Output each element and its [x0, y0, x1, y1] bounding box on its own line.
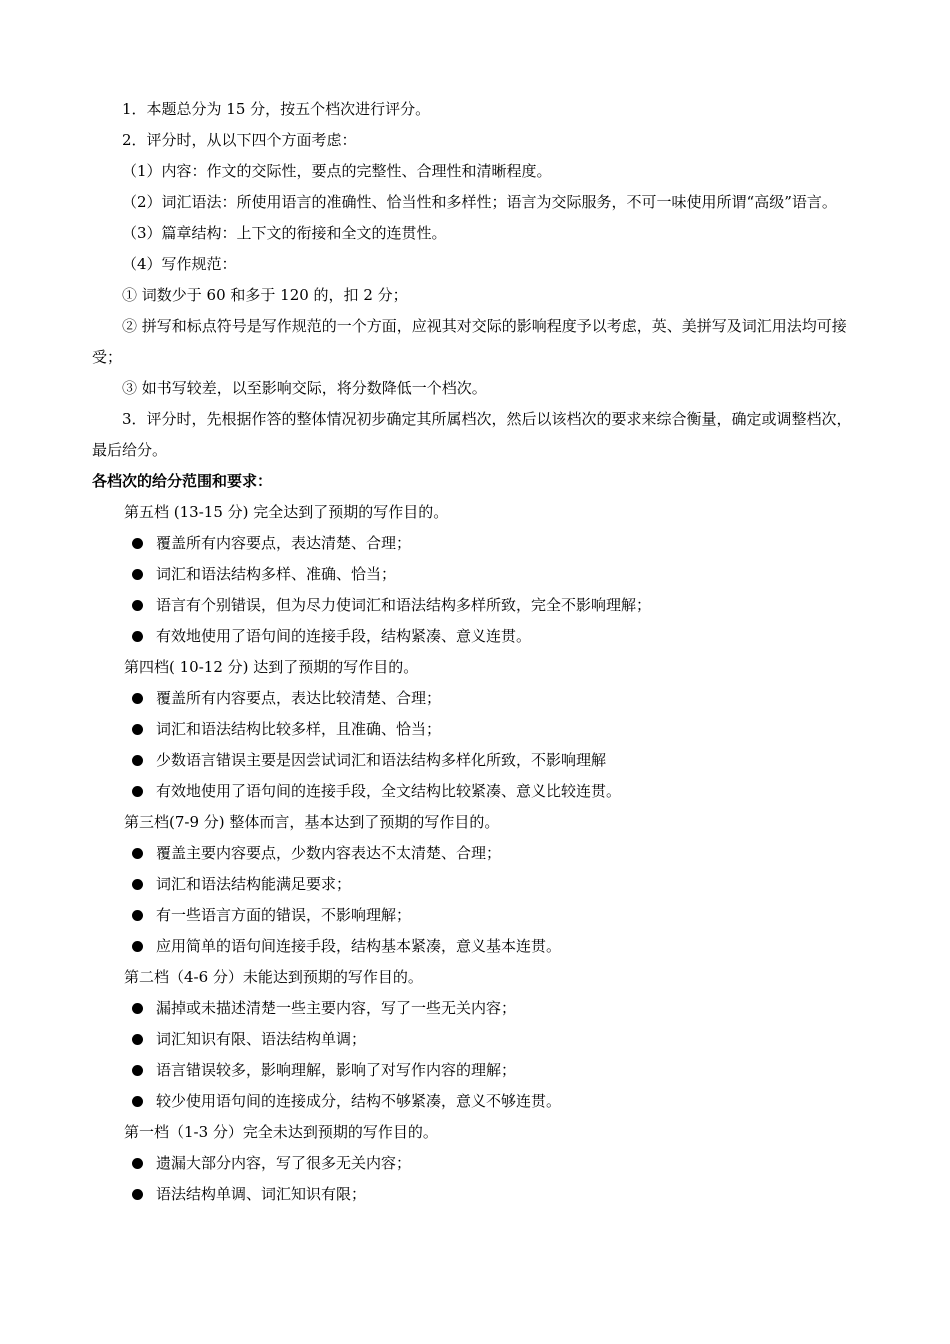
- list-item: [92, 900, 860, 931]
- list-item-text: 遗漏大部分内容，写了很多无关内容；: [156, 1154, 412, 1172]
- criterion-writing-norms: （4）写作规范：: [122, 255, 237, 273]
- list-item: [92, 931, 860, 962]
- list-item: [92, 1148, 860, 1179]
- list-item: [92, 1055, 860, 1086]
- tier-title: 第四档( 10-12 分) 达到了预期的写作目的。: [124, 658, 419, 676]
- bullet-icon: [132, 1034, 143, 1045]
- tier-title: 第三档(7-9 分) 整体而言，基本达到了预期的写作目的。: [124, 813, 500, 831]
- list-item: [92, 590, 860, 621]
- tier-title: 第五档 (13-15 分) 完全达到了预期的写作目的。: [124, 503, 449, 521]
- list-item-text: 覆盖所有内容要点，表达清楚、合理；: [156, 534, 412, 552]
- criterion-content: （1）内容：作文的交际性，要点的完整性、合理性和清晰程度。: [122, 162, 552, 180]
- list-item: [92, 528, 860, 559]
- list-item-text: 有效地使用了语句间的连接手段，结构紧凑、意义连贯。: [156, 627, 532, 645]
- tier-title: 第二档（4-6 分）未能达到预期的写作目的。: [124, 968, 423, 986]
- list-item: [92, 745, 860, 776]
- list-item-text: 语言错误较多，影响理解，影响了对写作内容的理解；: [156, 1061, 517, 1079]
- list-item-text: 应用简单的语句间连接手段，结构基本紧凑，意义基本连贯。: [156, 937, 562, 955]
- list-item: [92, 869, 860, 900]
- bullet-icon: [132, 1096, 143, 1107]
- list-item: [92, 993, 860, 1024]
- list-item: [92, 621, 860, 652]
- list-item-text: 词汇和语法结构比较多样，且准确、恰当；: [156, 720, 442, 738]
- bullet-icon: [132, 1158, 143, 1169]
- bullet-icon: [132, 569, 143, 580]
- list-item-text: 覆盖主要内容要点，少数内容表达不太清楚、合理；: [156, 844, 502, 862]
- list-item: [92, 1024, 860, 1055]
- list-item-text: 漏掉或未描述清楚一些主要内容，写了一些无关内容；: [156, 999, 517, 1017]
- bullet-icon: [132, 848, 143, 859]
- bullet-icon: [132, 755, 143, 766]
- bullet-icon: [132, 693, 143, 704]
- bullet-icon: [132, 1065, 143, 1076]
- bullet-icon: [132, 1189, 143, 1200]
- list-item-text: 较少使用语句间的连接成分，结构不够紧凑，意义不够连贯。: [156, 1092, 562, 1110]
- document-page: [92, 94, 860, 1210]
- rule-3: 3．评分时，先根据作答的整体情况初步确定其所属档次，然后以该档次的要求来综合衡量，确定或调整档次，最后给分。: [92, 410, 852, 459]
- list-item: [92, 559, 860, 590]
- criterion-vocabulary-grammar: （2）词汇语法：所使用语言的准确性、恰当性和多样性；语言为交际服务，不可一味使用所谓“高级”语言。: [122, 193, 837, 211]
- bullet-icon: [132, 786, 143, 797]
- list-item-text: 有效地使用了语句间的连接手段，全文结构比较紧凑、意义比较连贯。: [156, 782, 622, 800]
- list-item: [92, 838, 860, 869]
- list-item: [92, 1179, 860, 1210]
- rule-2: 2．评分时，从以下四个方面考虑：: [122, 131, 357, 149]
- list-item-text: 覆盖所有内容要点，表达比较清楚、合理；: [156, 689, 442, 707]
- bullet-icon: [132, 600, 143, 611]
- rule-1: 1．本题总分为 15 分，按五个档次进行评分。: [122, 100, 431, 118]
- criterion-structure: （3）篇章结构：上下文的衔接和全文的连贯性。: [122, 224, 447, 242]
- list-item-text: 词汇和语法结构多样、准确、恰当；: [156, 565, 397, 583]
- tier-list: [92, 497, 860, 1210]
- bullet-icon: [132, 941, 143, 952]
- norm-handwriting: ③ 如书写较差，以至影响交际，将分数降低一个档次。: [122, 379, 487, 397]
- norm-spelling-punctuation: ② 拼写和标点符号是写作规范的一个方面，应视其对交际的影响程度予以考虑，英、美拼写及词汇用法均可接受；: [92, 317, 847, 366]
- list-item: [92, 776, 860, 807]
- list-item: [92, 714, 860, 745]
- list-item-text: 有一些语言方面的错误，不影响理解；: [156, 906, 412, 924]
- bullet-icon: [132, 1003, 143, 1014]
- list-item: [92, 683, 860, 714]
- section-heading: 各档次的给分范围和要求：: [92, 472, 273, 490]
- bullet-icon: [132, 631, 143, 642]
- list-item-text: 少数语言错误主要是因尝试词汇和语法结构多样化所致，不影响理解: [156, 751, 607, 769]
- list-item-text: 词汇和语法结构能满足要求；: [156, 875, 352, 893]
- list-item-text: 语法结构单调、词汇知识有限；: [156, 1185, 367, 1203]
- bullet-icon: [132, 724, 143, 735]
- list-item-text: 词汇知识有限、语法结构单调；: [156, 1030, 367, 1048]
- bullet-icon: [132, 910, 143, 921]
- bullet-icon: [132, 879, 143, 890]
- norm-word-count: ① 词数少于 60 和多于 120 的，扣 2 分；: [122, 286, 408, 304]
- tier-title: 第一档（1-3 分）完全未达到预期的写作目的。: [124, 1123, 438, 1141]
- list-item-text: 语言有个别错误，但为尽力使词汇和语法结构多样所致，完全不影响理解；: [156, 596, 652, 614]
- list-item: [92, 1086, 860, 1117]
- bullet-icon: [132, 538, 143, 549]
